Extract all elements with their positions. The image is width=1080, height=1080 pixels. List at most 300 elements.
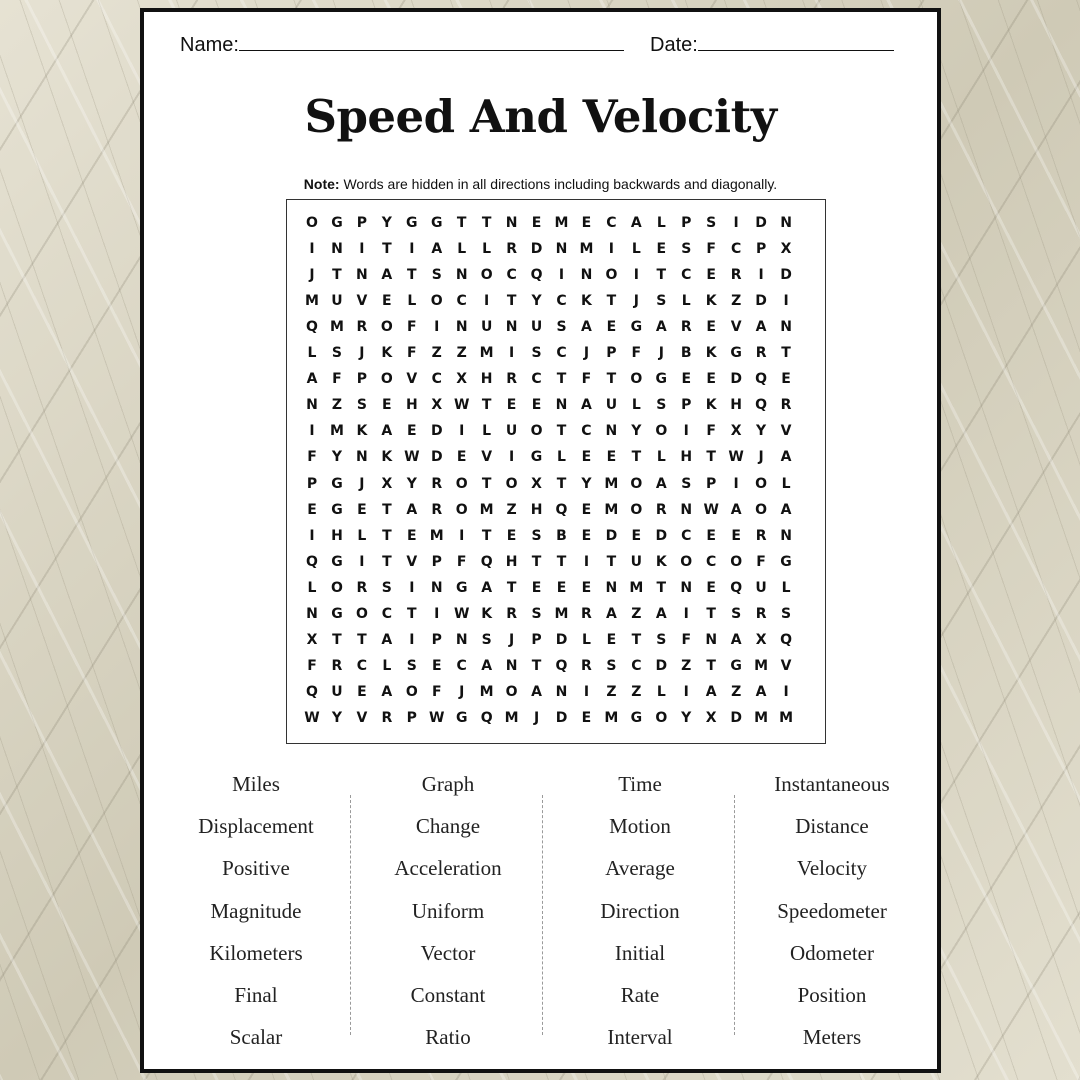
grid-letter[interactable]: C [706,553,717,570]
grid-letter[interactable]: E [407,527,417,544]
grid-letter[interactable]: R [506,605,517,622]
grid-letter[interactable]: L [781,475,791,492]
grid-letter[interactable]: I [434,319,440,336]
grid-letter[interactable]: G [331,605,343,622]
grid-letter[interactable]: I [683,683,689,700]
grid-letter[interactable]: U [331,293,343,310]
grid-letter[interactable]: A [406,501,418,518]
name-line[interactable] [239,34,624,51]
grid-letter[interactable]: R [581,657,592,674]
grid-letter[interactable]: E [581,449,592,466]
grid-letter[interactable]: R [755,527,767,544]
grid-letter[interactable]: X [306,631,318,648]
grid-letter[interactable]: G [780,553,792,570]
grid-letter[interactable]: E [706,527,716,544]
grid-letter[interactable]: M [479,345,494,362]
grid-letter[interactable]: O [380,371,393,388]
grid-letter[interactable]: V [356,709,368,726]
grid-letter[interactable]: D [430,449,443,466]
grid-letter[interactable]: D [730,709,742,726]
grid-letter[interactable]: O [505,475,518,492]
grid-letter[interactable]: R [581,605,592,622]
grid-letter[interactable]: P [606,345,617,362]
grid-letter[interactable]: O [755,501,768,518]
grid-letter[interactable]: E [606,631,617,648]
grid-letter[interactable]: I [409,631,415,648]
grid-letter[interactable]: Q [480,709,493,726]
grid-letter[interactable]: L [307,579,317,596]
grid-letter[interactable]: J [309,267,315,284]
grid-letter[interactable]: H [480,371,493,388]
grid-letter[interactable]: O [455,475,468,492]
grid-letter[interactable]: O [505,683,518,700]
grid-letter[interactable]: N [555,683,568,700]
grid-letter[interactable]: Z [456,345,467,362]
grid-letter[interactable]: S [531,527,542,544]
grid-letter[interactable]: E [531,215,542,231]
grid-letter[interactable]: E [382,293,392,310]
grid-letter[interactable]: I [733,215,739,231]
grid-letter[interactable]: C [681,527,692,544]
grid-letter[interactable]: X [780,241,792,258]
grid-letter[interactable]: T [706,657,716,674]
grid-letter[interactable]: L [407,293,417,310]
grid-letter[interactable]: T [631,449,642,466]
grid-letter[interactable]: O [655,709,668,726]
grid-letter[interactable]: Z [731,683,742,700]
date-field[interactable] [650,34,894,57]
grid-letter[interactable]: P [356,215,368,231]
grid-letter[interactable]: C [531,371,542,388]
grid-letter[interactable]: R [506,371,517,388]
grid-letter[interactable]: R [755,345,767,362]
grid-letter[interactable]: D [430,423,443,440]
grid-letter[interactable]: C [556,293,567,310]
grid-letter[interactable]: Y [331,709,342,726]
grid-letter[interactable]: A [655,605,667,622]
grid-letter[interactable]: E [357,501,367,518]
grid-letter[interactable]: F [407,345,417,362]
grid-letter[interactable]: R [356,319,368,336]
grid-letter[interactable]: L [581,631,591,648]
grid-letter[interactable]: E [456,449,467,466]
grid-letter[interactable]: I [633,267,639,284]
grid-letter[interactable]: I [783,683,789,700]
grid-letter[interactable]: J [359,345,365,362]
grid-letter[interactable]: W [703,501,719,518]
grid-letter[interactable]: Q [530,267,543,284]
grid-letter[interactable]: N [356,267,368,284]
grid-letter[interactable]: P [681,397,692,414]
grid-letter[interactable]: O [430,293,443,310]
grid-letter[interactable]: V [780,657,792,674]
grid-letter[interactable]: L [382,657,392,674]
grid-letter[interactable]: T [481,215,492,231]
grid-letter[interactable]: T [656,579,667,596]
grid-letter[interactable]: V [406,371,418,388]
grid-letter[interactable]: O [380,319,393,336]
grid-letter[interactable]: G [630,709,643,726]
date-line[interactable] [698,34,894,51]
grid-letter[interactable]: A [755,319,767,336]
grid-letter[interactable]: I [409,241,415,258]
grid-letter[interactable]: Q [780,631,792,648]
grid-letter[interactable]: H [730,397,742,414]
grid-letter[interactable]: S [381,579,392,596]
grid-letter[interactable]: G [331,501,343,518]
grid-letter[interactable]: P [755,241,767,258]
grid-letter[interactable]: R [680,319,692,336]
grid-letter[interactable]: U [480,319,493,336]
grid-letter[interactable]: S [531,605,542,622]
grid-letter[interactable]: J [508,631,515,648]
grid-letter[interactable]: K [705,293,717,310]
grid-letter[interactable]: P [356,371,368,388]
grid-letter[interactable]: M [554,605,569,622]
grid-letter[interactable]: O [530,423,543,440]
grid-letter[interactable]: S [431,267,442,284]
grid-letter[interactable]: E [706,267,716,284]
grid-letter[interactable]: A [730,501,742,518]
grid-letter[interactable]: N [306,397,318,414]
grid-letter[interactable]: F [456,553,467,570]
grid-letter[interactable]: M [305,293,319,310]
grid-letter[interactable]: E [307,501,317,518]
grid-letter[interactable]: N [505,319,518,336]
grid-letter[interactable]: I [309,241,315,258]
grid-letter[interactable]: H [331,527,343,544]
grid-letter[interactable]: E [581,501,592,518]
grid-letter[interactable]: W [453,605,470,622]
grid-letter[interactable]: M [554,215,569,231]
grid-letter[interactable]: M [754,709,769,726]
grid-letter[interactable]: D [655,527,668,544]
grid-letter[interactable]: T [382,241,392,258]
grid-letter[interactable]: C [681,267,692,284]
grid-letter[interactable]: E [531,579,542,596]
grid-letter[interactable]: R [780,397,792,414]
grid-letter[interactable]: X [730,423,742,440]
grid-letter[interactable]: E [581,215,592,231]
grid-letter[interactable]: M [779,709,794,726]
grid-letter[interactable]: L [656,449,666,466]
grid-letter[interactable]: F [431,683,442,700]
grid-letter[interactable]: E [382,397,392,414]
grid-letter[interactable]: T [606,553,617,570]
grid-letter[interactable]: Q [555,501,568,518]
grid-letter[interactable]: M [479,501,494,518]
grid-letter[interactable]: S [656,631,667,648]
grid-letter[interactable]: Z [606,683,617,700]
grid-letter[interactable]: U [505,423,518,440]
grid-letter[interactable]: N [705,631,718,648]
grid-letter[interactable]: X [456,371,468,388]
grid-letter[interactable]: K [381,449,393,466]
grid-letter[interactable]: Z [331,397,343,414]
grid-letter[interactable]: Q [555,657,568,674]
grid-letter[interactable]: T [531,657,542,674]
grid-letter[interactable]: R [431,501,443,518]
grid-letter[interactable]: C [556,345,567,362]
grid-letter[interactable]: E [631,527,642,544]
grid-letter[interactable]: L [457,241,467,258]
grid-letter[interactable]: C [731,241,742,258]
grid-letter[interactable]: E [506,397,517,414]
grid-letter[interactable]: P [431,553,442,570]
grid-letter[interactable]: Q [306,683,318,700]
grid-letter[interactable]: M [604,501,619,518]
grid-letter[interactable]: N [780,319,792,336]
grid-letter[interactable]: L [482,423,492,440]
grid-letter[interactable]: N [555,241,568,258]
grid-letter[interactable]: J [633,293,639,310]
grid-letter[interactable]: G [331,475,343,492]
grid-letter[interactable]: L [656,215,666,231]
grid-letter[interactable]: Q [730,579,743,596]
grid-letter[interactable]: L [557,449,566,466]
grid-letter[interactable]: M [754,657,769,674]
grid-letter[interactable]: A [581,319,592,336]
grid-letter[interactable]: M [429,527,444,544]
grid-letter[interactable]: O [405,683,418,700]
grid-letter[interactable]: G [331,553,343,570]
grid-letter[interactable]: P [431,631,442,648]
grid-letter[interactable]: M [504,709,519,726]
grid-letter[interactable]: G [331,215,343,231]
grid-letter[interactable]: F [681,631,692,648]
grid-letter[interactable]: A [381,267,393,284]
grid-letter[interactable]: Q [755,397,768,414]
grid-letter[interactable]: N [331,241,343,258]
grid-letter[interactable]: K [705,345,717,362]
grid-letter[interactable]: T [506,293,517,310]
grid-letter[interactable]: R [755,605,767,622]
grid-letter[interactable]: V [780,423,792,440]
grid-letter[interactable]: I [583,683,590,700]
grid-letter[interactable]: A [605,605,617,622]
grid-letter[interactable]: T [382,527,392,544]
grid-letter[interactable]: I [409,579,415,596]
grid-letter[interactable]: E [606,319,617,336]
grid-letter[interactable]: T [407,605,417,622]
grid-letter[interactable]: S [356,397,367,414]
grid-letter[interactable]: Q [480,553,493,570]
grid-letter[interactable]: O [330,579,343,596]
grid-letter[interactable]: T [556,553,567,570]
grid-letter[interactable]: U [530,319,543,336]
grid-letter[interactable]: S [706,215,717,231]
grid-letter[interactable]: S [531,345,542,362]
grid-letter[interactable]: N [306,605,318,622]
grid-letter[interactable]: T [382,553,392,570]
grid-letter[interactable]: I [309,527,315,544]
grid-letter[interactable]: S [656,293,667,310]
grid-letter[interactable]: F [407,319,417,336]
grid-letter[interactable]: R [655,501,667,518]
grid-letter[interactable]: T [556,423,567,440]
grid-letter[interactable]: F [307,449,317,466]
grid-letter[interactable]: G [655,371,668,388]
grid-letter[interactable]: E [581,527,592,544]
grid-letter[interactable]: I [783,293,789,310]
grid-letter[interactable]: X [705,709,717,726]
grid-letter[interactable]: A [730,631,742,648]
grid-letter[interactable]: T [531,553,542,570]
grid-letter[interactable]: Y [581,475,592,492]
grid-letter[interactable]: A [630,215,642,231]
grid-letter[interactable]: A [531,683,542,700]
grid-letter[interactable]: H [505,553,518,570]
grid-letter[interactable]: H [530,501,543,518]
grid-letter[interactable]: I [608,241,614,258]
grid-letter[interactable]: K [655,553,667,570]
grid-letter[interactable]: A [755,683,767,700]
grid-letter[interactable]: A [655,475,667,492]
grid-letter[interactable]: E [731,527,741,544]
grid-letter[interactable]: D [655,657,668,674]
grid-letter[interactable]: G [630,319,643,336]
grid-letter[interactable]: S [331,345,342,362]
grid-letter[interactable]: T [481,397,492,414]
grid-letter[interactable]: I [459,527,465,544]
grid-letter[interactable]: I [558,267,565,284]
grid-letter[interactable]: S [406,657,417,674]
grid-letter[interactable]: R [356,579,368,596]
grid-letter[interactable]: J [459,683,465,700]
grid-letter[interactable]: N [455,319,468,336]
grid-letter[interactable]: C [581,423,592,440]
grid-letter[interactable]: I [484,293,490,310]
grid-letter[interactable]: T [631,631,642,648]
grid-letter[interactable]: Z [631,683,642,700]
grid-letter[interactable]: S [781,605,792,622]
grid-letter[interactable]: A [481,579,493,596]
grid-letter[interactable]: C [381,605,392,622]
grid-letter[interactable]: I [683,423,689,440]
grid-letter[interactable]: I [733,475,739,492]
grid-letter[interactable]: N [430,579,443,596]
grid-letter[interactable]: I [309,423,315,440]
grid-letter[interactable]: N [555,397,568,414]
grid-letter[interactable]: T [456,215,467,231]
grid-letter[interactable]: G [455,709,468,726]
grid-letter[interactable]: R [431,475,443,492]
grid-letter[interactable]: O [605,267,618,284]
grid-letter[interactable]: A [381,423,393,440]
grid-letter[interactable]: M [604,475,619,492]
grid-letter[interactable]: M [629,579,644,596]
grid-letter[interactable]: C [631,657,642,674]
grid-letter[interactable]: X [431,397,443,414]
grid-letter[interactable]: T [556,371,567,388]
grid-letter[interactable]: T [781,345,791,362]
grid-letter[interactable]: Q [306,319,318,336]
grid-letter[interactable]: D [555,709,568,726]
grid-letter[interactable]: O [680,553,693,570]
grid-letter[interactable]: T [556,475,567,492]
grid-letter[interactable]: N [356,449,368,466]
grid-letter[interactable]: E [506,527,517,544]
grid-letter[interactable]: J [533,709,540,726]
grid-letter[interactable]: G [730,345,742,362]
grid-letter[interactable]: D [755,215,767,231]
grid-letter[interactable]: W [404,449,420,466]
grid-letter[interactable]: N [780,215,792,231]
grid-letter[interactable]: L [656,683,666,700]
grid-letter[interactable]: N [605,423,618,440]
grid-letter[interactable]: O [455,501,468,518]
grid-letter[interactable]: T [382,501,392,518]
grid-letter[interactable]: A [705,683,717,700]
grid-letter[interactable]: E [681,371,692,388]
grid-letter[interactable]: W [453,397,470,414]
grid-letter[interactable]: Z [731,293,742,310]
grid-letter[interactable]: C [356,657,368,674]
grid-letter[interactable]: Y [406,475,417,492]
grid-letter[interactable]: H [680,449,693,466]
grid-letter[interactable]: S [731,605,742,622]
grid-letter[interactable]: N [580,267,593,284]
grid-letter[interactable]: O [355,605,368,622]
grid-letter[interactable]: G [530,449,543,466]
grid-letter[interactable]: W [429,709,445,726]
grid-letter[interactable]: D [730,371,742,388]
grid-letter[interactable]: K [705,397,717,414]
grid-letter[interactable]: L [681,293,691,310]
grid-letter[interactable]: E [706,371,716,388]
grid-letter[interactable]: T [606,293,617,310]
grid-letter[interactable]: T [656,267,667,284]
grid-letter[interactable]: M [604,709,619,726]
grid-letter[interactable]: R [331,657,343,674]
grid-letter[interactable]: C [606,215,617,231]
grid-letter[interactable]: I [359,553,365,570]
grid-letter[interactable]: V [730,319,742,336]
grid-letter[interactable]: L [357,527,367,544]
grid-letter[interactable]: L [482,241,492,258]
grid-letter[interactable]: N [455,267,468,284]
grid-letter[interactable]: R [381,709,393,726]
grid-letter[interactable]: K [356,423,368,440]
word-search-grid[interactable] [286,199,826,744]
grid-letter[interactable]: N [455,631,468,648]
grid-letter[interactable]: M [579,241,594,258]
grid-letter[interactable]: O [655,423,668,440]
grid-letter[interactable]: O [630,475,643,492]
grid-letter[interactable]: Q [755,371,768,388]
grid-letter[interactable]: S [681,241,692,258]
grid-letter[interactable]: U [331,683,343,700]
grid-letter[interactable]: D [780,267,792,284]
grid-letter[interactable]: E [706,579,716,596]
grid-letter[interactable]: E [606,449,617,466]
grid-letter[interactable]: J [359,475,365,492]
grid-letter[interactable]: Z [631,605,642,622]
grid-letter[interactable]: F [706,241,716,258]
grid-letter[interactable]: P [306,475,318,492]
grid-letter[interactable]: A [481,657,493,674]
grid-letter[interactable]: Z [681,657,692,674]
grid-letter[interactable]: G [730,657,742,674]
grid-letter[interactable]: V [406,553,418,570]
grid-letter[interactable]: G [406,215,418,231]
grid-letter[interactable]: G [455,579,468,596]
grid-letter[interactable]: Y [681,709,692,726]
grid-letter[interactable]: I [583,553,590,570]
grid-letter[interactable]: I [683,605,689,622]
grid-letter[interactable]: K [581,293,592,310]
grid-letter[interactable]: R [506,241,517,258]
